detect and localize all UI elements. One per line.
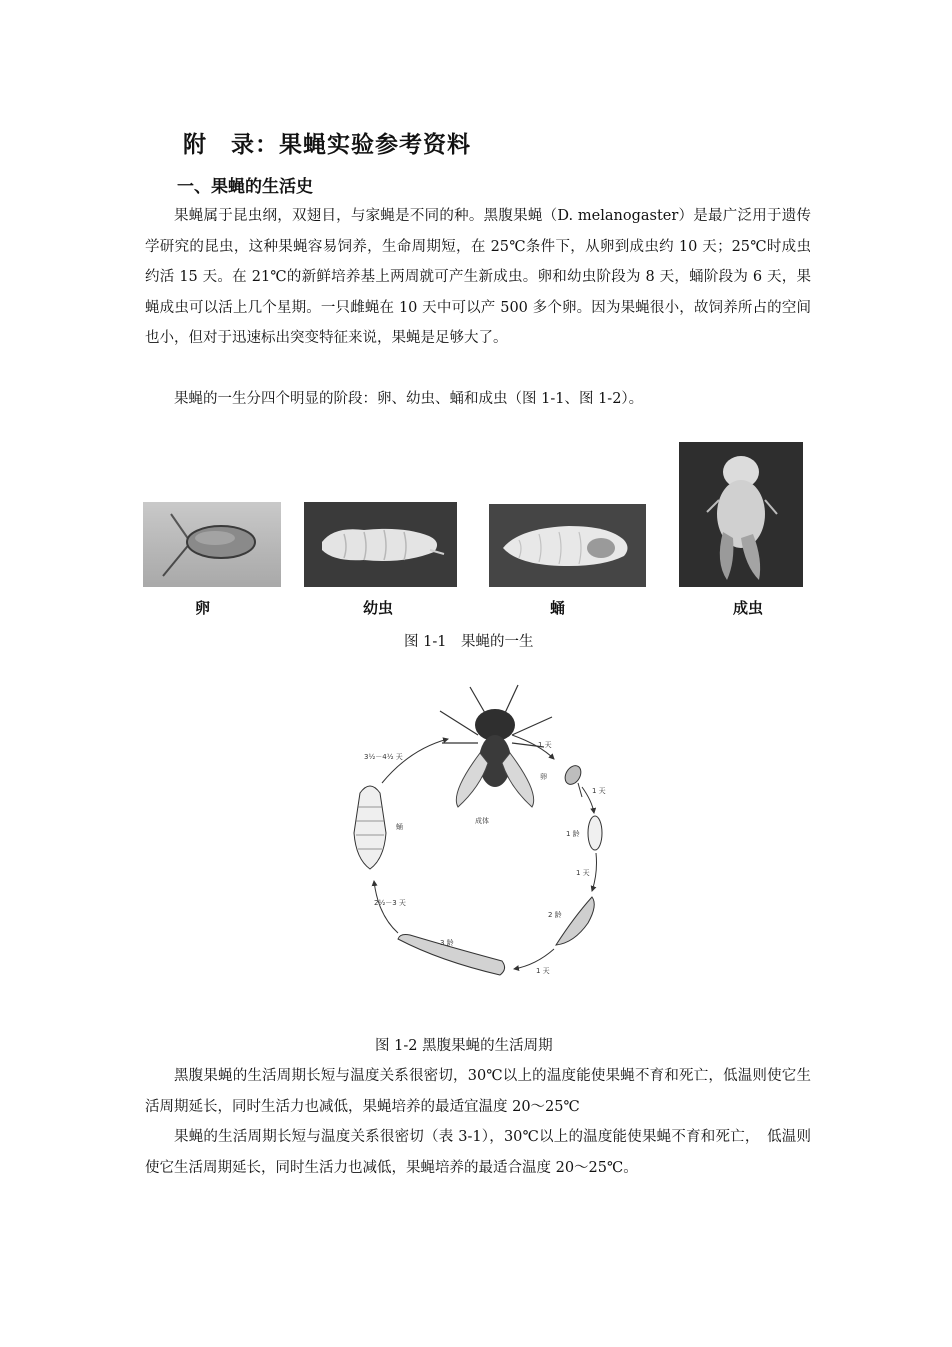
paragraph-temperature-2: 果蝇的生活周期长短与温度关系很密切（表 3-1），30℃以上的温度能使果蝇不育和死亡， 低温则使它生活周期延长，同时生活力也减低，果蝇培养的最适合温度 20～25℃。 bbox=[145, 1129, 811, 1176]
larva-label: 幼虫 bbox=[363, 599, 394, 617]
adult-fly-drawing bbox=[440, 685, 552, 807]
egg-text: 卵 bbox=[540, 773, 547, 781]
adult-duration-text: 3½－4½ 天 bbox=[364, 753, 403, 761]
adult-label: 成虫 bbox=[733, 599, 764, 617]
first-instar-text: 1 龄 bbox=[566, 830, 580, 838]
third-instar-text: 3 龄 bbox=[440, 939, 454, 947]
pupa-duration-text: 2½－3 天 bbox=[374, 899, 406, 907]
life-cycle-diagram bbox=[330, 683, 620, 993]
day-label-b: 1 天 bbox=[592, 787, 606, 795]
figure-1-caption: 图 1-1 果蝇的一生 bbox=[404, 634, 534, 650]
second-instar-text: 2 龄 bbox=[548, 911, 562, 919]
page-title: 附 录：果蝇实验参考资料 bbox=[183, 132, 471, 158]
egg-drawing bbox=[562, 763, 584, 797]
section-heading: 一、果蝇的生活史 bbox=[177, 177, 313, 197]
egg-label: 卵 bbox=[195, 599, 211, 617]
egg-photo bbox=[143, 502, 281, 587]
pupa-label: 蛹 bbox=[550, 599, 566, 617]
pupa-text: 蛹 bbox=[396, 823, 403, 831]
paragraph-stages: 果蝇的一生分四个明显的阶段：卵、幼虫、蛹和成虫（图 1-1、图 1-2）。 bbox=[174, 391, 644, 407]
first-instar-drawing bbox=[588, 816, 602, 850]
paragraph-intro: 果蝇属于昆虫纲，双翅目，与家蝇是不同的种。黑腹果蝇（D. melanogaster）是最广泛用于遗传学研究的昆虫，这种果蝇容易饲养，生命周期短，在 25℃条件下，从卵到成虫约 10 天；25℃时成虫约活 15 天。在 21℃的新鲜培养基上两周就可产生新成虫。卵和幼虫阶段为 8 天，蛹阶段为 6 天，果蝇成虫可以活上几个星期。一只雌蝇在 10 天中可以产 500 多个卵。因为果蝇很小，故饲养所占的空间也小，但对于迅速标出突变特征来说，果蝇是足够大了。 bbox=[145, 208, 811, 346]
day-label-c: 1 天 bbox=[576, 869, 590, 877]
figure-2-caption: 图 1-2 黑腹果蝇的生活周期 bbox=[375, 1038, 553, 1054]
adult-photo bbox=[679, 442, 803, 587]
day-label-d: 1 天 bbox=[536, 967, 550, 975]
adult-text: 成体 bbox=[475, 817, 489, 825]
second-instar-drawing bbox=[556, 897, 594, 945]
paragraph-temperature-1: 黑腹果蝇的生活周期长短与温度关系很密切，30℃以上的温度能使果蝇不育和死亡，低温则使它生活周期延长，同时生活力也减低，果蝇培养的最适宜温度 20～25℃ bbox=[145, 1068, 811, 1115]
pupa-photo bbox=[489, 504, 646, 587]
day-label-a: 1 天 bbox=[538, 741, 552, 749]
larva-photo bbox=[304, 502, 457, 587]
pupa-drawing bbox=[354, 786, 386, 869]
